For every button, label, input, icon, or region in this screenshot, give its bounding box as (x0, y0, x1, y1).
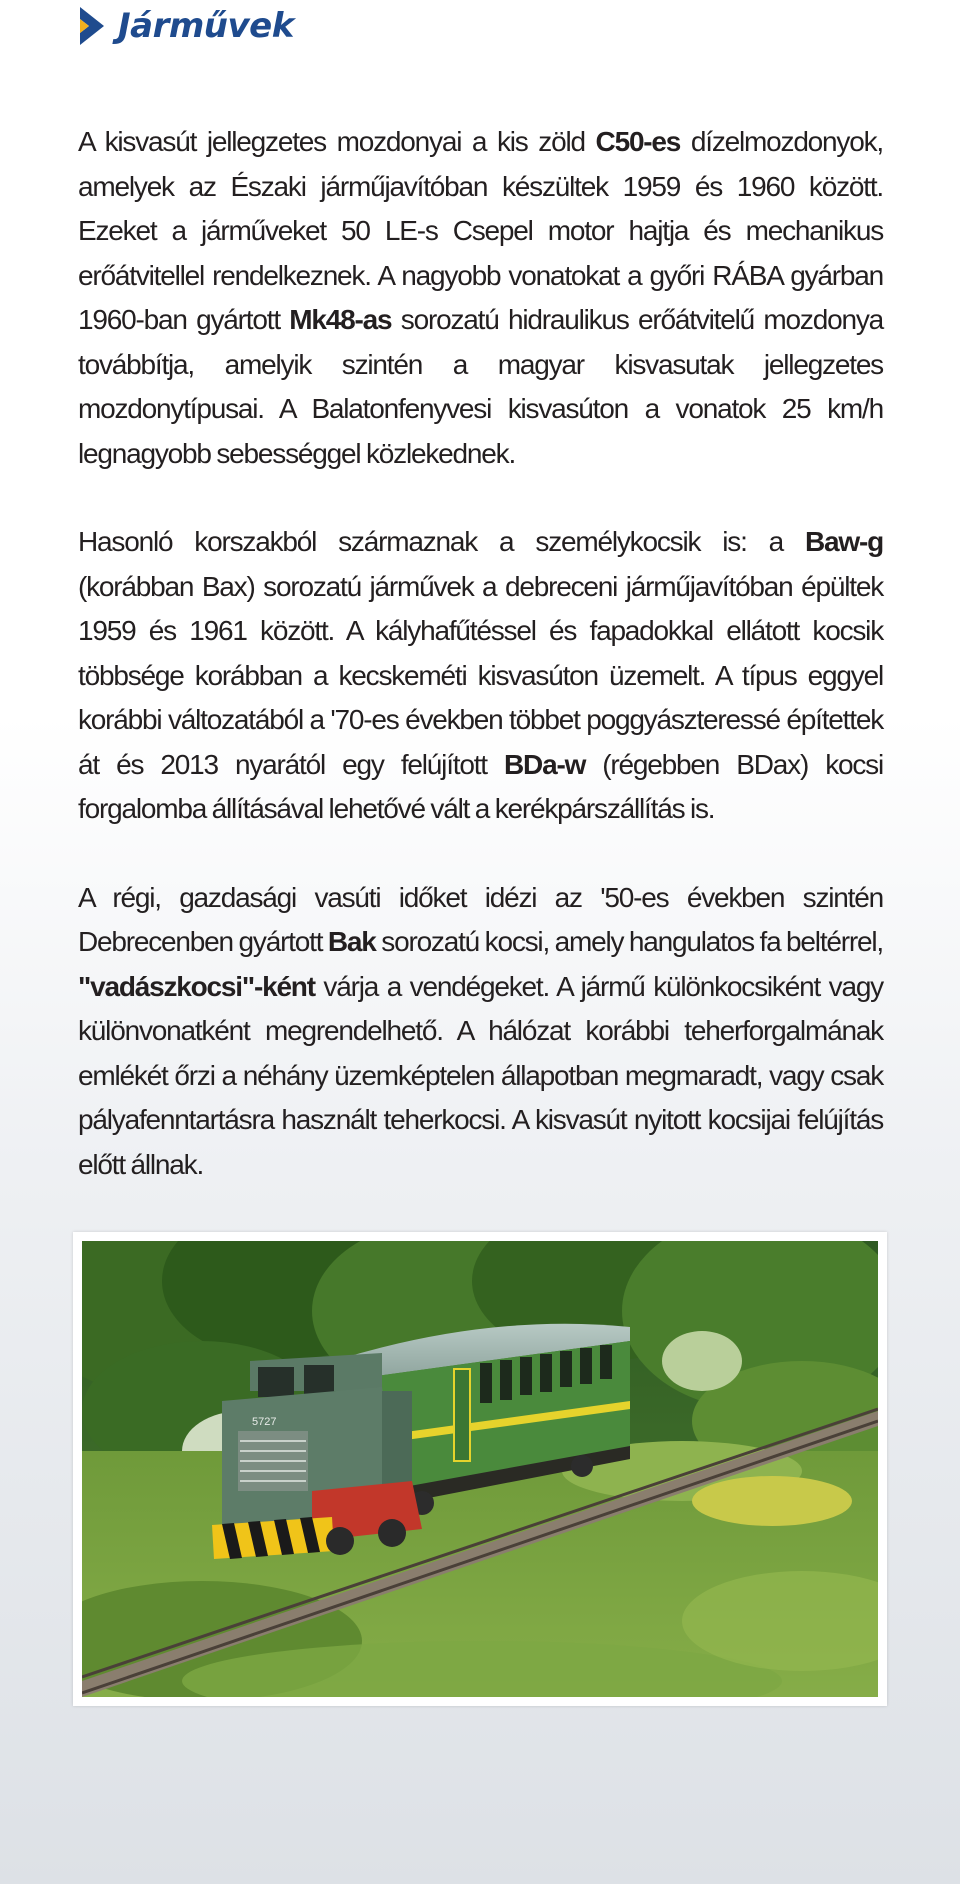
paragraph-special-cars (78, 876, 883, 1188)
text-segment: várja a vendégeket. A jármű különkocsiként vagy különvonatként megrendelhető. A hálózat korábbi teherforgalmának emlékét őrzi a néhány üzemképtelen állapotban megmaradt, vagy csak pályafenntartásra használt teherkocsi. A kisvasút nyitott kocsijai felújítás előtt állnak. (78, 970, 883, 1180)
text-segment-bold: "vadászkocsi"-ként (78, 970, 315, 1002)
text-segment: (régebben BDax) kocsi forgalomba állításával lehetővé vált a kerékpárszállítás is. (78, 748, 883, 824)
paragraph-passenger-cars (78, 520, 883, 832)
text-segment-bold: Bak (327, 926, 376, 957)
text-segment-bold: C50-es (595, 126, 681, 157)
text-segment: (korábban Bax) sorozatú járművek a debreceni járműjavítóban épültek 1959 és 1961 között. A kályhafűtéssel és fapadokkal ellátott kocsik többsége korábban a kecskeméti kisvasúton üzemelt. A típus eggyel korábbi változatából a '70-es években többet poggyászteressé építettek át és 2013 nyarától egy felújított (78, 570, 883, 780)
text-segment: sorozatú hidraulikus erőátvitelű mozdonya továbbítja, amelyik szintén a magyar kisvasutak jellegzetes mozdonytípusai. A Balatonfenyvesi kisvasúton a vonatok 25 km/h legnagyobb sebességgel közlekednek. (78, 304, 883, 469)
page-header (78, 4, 294, 48)
photo-frame (73, 1232, 887, 1706)
text-segment: sorozatú kocsi, amely hangulatos fa beltérrel, (375, 926, 883, 957)
locomotive-number: 5727 (252, 1416, 277, 1428)
chevron-right-icon (78, 5, 106, 47)
text-segment: A régi, gazdasági vasúti időket idézi az '50-es években szintén Debrecenben gyártott (78, 881, 883, 957)
text-segment-bold: BDa-w (504, 748, 586, 780)
article-body (78, 120, 883, 1231)
train-photo (82, 1241, 878, 1697)
text-segment: A kisvasút jellegzetes mozdonyai a kis zöld (78, 126, 596, 157)
paragraph-locomotives (78, 120, 883, 476)
text-segment-bold: Mk48-as (289, 304, 392, 335)
text-segment: Hasonló korszakból származnak a személykocsik is: a (78, 526, 805, 557)
text-segment-bold: Baw-g (804, 526, 883, 557)
page-title: Járművek (118, 6, 294, 46)
train-illustration (82, 1241, 878, 1697)
text-segment: dízelmozdonyok, amelyek az Északi járműjavítóban készültek 1959 és 1960 között. Ezeket a járműveket 50 LE-s Csepel motor hajtja és mechanikus erőátvitellel rendelkeznek. A nagyobb vonatokat a győri RÁBA gyárban 1960-ban gyártott (78, 126, 883, 335)
